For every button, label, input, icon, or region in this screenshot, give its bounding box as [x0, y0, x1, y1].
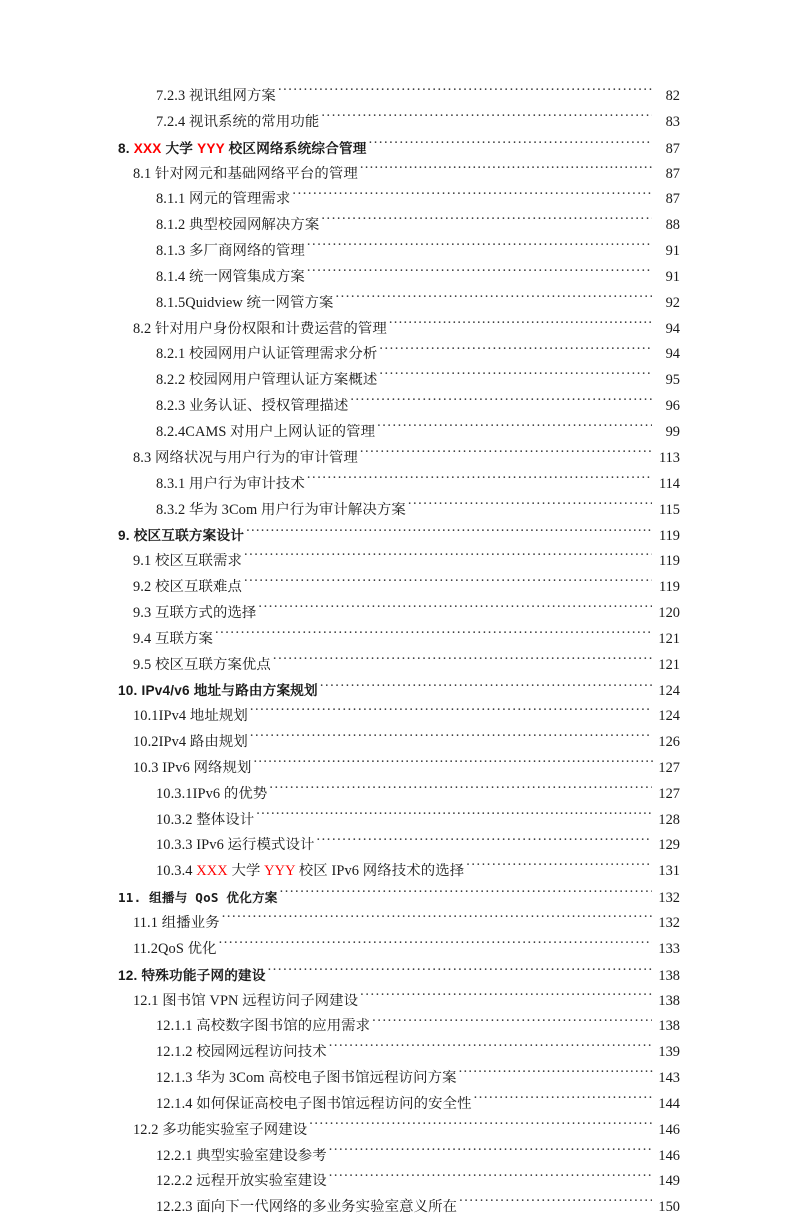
toc-dot-leader	[459, 1066, 653, 1082]
toc-page-number: 91	[665, 243, 680, 260]
toc-entry-label: 10.3 IPv6 网络规划	[133, 759, 252, 776]
toc-entry[interactable]	[110, 653, 680, 679]
toc-page-number: 150	[658, 1199, 680, 1216]
toc-dot-leader	[250, 704, 652, 720]
toc-page-number: 132	[658, 890, 680, 907]
toc-entry-label: 12.1 图书馆 VPN 远程访问子网建设	[133, 992, 359, 1009]
toc-dot-leader	[246, 524, 653, 540]
toc-page-number: 138	[658, 992, 680, 1009]
toc-entry-label: 8.2.1 校园网用户认证管理需求分析	[156, 346, 378, 363]
toc-entry-label: 11.1 组播业务	[133, 915, 220, 931]
toc-dot-leader	[222, 911, 652, 927]
toc-page-number: 87	[665, 191, 680, 208]
toc-entry-label: 10.3.2 整体设计	[156, 811, 255, 828]
toc-entry[interactable]	[110, 239, 680, 265]
toc-entry-label: 8.1.2 典型校园网解决方案	[156, 217, 320, 234]
toc-page-number: 149	[658, 1173, 680, 1190]
toc-dot-leader	[278, 84, 652, 100]
toc-dot-leader	[307, 472, 652, 488]
toc-entry-label: 11. 组播与 QoS 优化方案	[118, 890, 278, 906]
toc-page-number: 88	[665, 217, 680, 234]
toc-dot-leader	[329, 1169, 652, 1185]
toc-entry-label: 10.2IPv4 路由规划	[133, 734, 248, 751]
toc-dot-leader	[244, 549, 652, 565]
toc-dot-leader	[329, 1040, 652, 1056]
toc-entry-label: 12.1.2 校园网远程访问技术	[156, 1044, 327, 1061]
toc-dot-leader	[360, 989, 652, 1005]
toc-page-number: 115	[658, 501, 680, 518]
toc-page-number: 96	[665, 398, 680, 415]
placeholder-token: YYY	[197, 140, 225, 156]
toc-dot-leader	[335, 291, 652, 307]
toc-page-number: 132	[658, 915, 680, 931]
toc-entry-label: 12.1.4 如何保证高校电子图书馆远程访问的安全性	[156, 1095, 472, 1112]
toc-entry-label: 11.2QoS 优化	[133, 940, 217, 957]
toc-page-number: 82	[665, 88, 680, 104]
toc-entry[interactable]	[110, 833, 680, 859]
toc-page-number: 124	[658, 683, 680, 700]
toc-entry-label: 9.5 校区互联方案优点	[133, 656, 271, 673]
toc-dot-leader	[219, 937, 652, 953]
toc-entry[interactable]	[110, 187, 680, 213]
toc-entry-label: 8.2.4CAMS 对用户上网认证的管理	[156, 423, 376, 440]
toc-page-number: 129	[658, 837, 680, 854]
toc-page-number: 95	[665, 372, 680, 389]
toc-page-number: 139	[658, 1044, 680, 1061]
toc-entry-label: 8.1.1 网元的管理需求	[156, 191, 291, 208]
toc-page-number: 127	[658, 785, 680, 802]
toc-page-number: 94	[665, 320, 680, 337]
toc-page-number: 133	[658, 940, 680, 957]
toc-page-number: 94	[665, 346, 680, 363]
toc-dot-leader	[329, 1144, 652, 1160]
toc-entry[interactable]	[110, 1014, 680, 1040]
toc-entry[interactable]	[110, 1040, 680, 1066]
toc-page-number: 143	[658, 1070, 680, 1087]
toc-entry-label: 10.3.1IPv6 的优势	[156, 785, 268, 802]
toc-entry[interactable]	[110, 446, 680, 472]
toc-entry[interactable]	[110, 162, 680, 188]
toc-dot-leader	[215, 627, 652, 643]
toc-entry[interactable]	[110, 911, 680, 937]
toc-entry[interactable]	[110, 782, 680, 808]
placeholder-token: YYY	[264, 863, 296, 880]
toc-dot-leader	[474, 1092, 652, 1108]
toc-entry-label: 12.2.2 远程开放实验室建设	[156, 1173, 327, 1190]
toc-entry[interactable]	[110, 472, 680, 498]
toc-entry[interactable]	[110, 1195, 680, 1221]
toc-entry-label: 8.2.2 校园网用户管理认证方案概述	[156, 372, 378, 389]
toc-dot-leader	[369, 137, 652, 153]
toc-page-number: 87	[665, 165, 680, 182]
toc-page-number: 127	[658, 759, 680, 776]
toc-page-number: 138	[658, 967, 680, 984]
toc-entry[interactable]	[110, 549, 680, 575]
toc-entry[interactable]	[110, 601, 680, 627]
toc-dot-leader	[379, 342, 652, 358]
toc-entry[interactable]	[110, 963, 680, 989]
toc-entry[interactable]	[110, 523, 680, 549]
toc-dot-leader	[273, 653, 652, 669]
toc-entry[interactable]	[110, 730, 680, 756]
toc-page-number: 83	[665, 113, 680, 130]
toc-entry[interactable]	[110, 678, 680, 704]
toc-dot-leader	[280, 886, 652, 902]
toc-entry-label: 9.1 校区互联需求	[133, 553, 242, 570]
toc-entry[interactable]	[110, 575, 680, 601]
toc-dot-leader	[321, 110, 652, 126]
toc-entry[interactable]	[110, 756, 680, 782]
toc-page-number: 144	[658, 1095, 680, 1112]
toc-entry-label: 8.1.5Quidview 统一网管方案	[156, 294, 334, 311]
toc-page-number: 120	[658, 604, 680, 621]
toc-entry-label: 12. 特殊功能子网的建设	[118, 967, 266, 983]
toc-entry-label: 12.2.1 典型实验室建设参考	[156, 1147, 327, 1164]
toc-dot-leader	[379, 368, 652, 384]
toc-page-number: 126	[658, 734, 680, 751]
toc-page-number: 121	[658, 630, 680, 647]
toc-entry[interactable]	[110, 627, 680, 653]
toc-entry[interactable]	[110, 84, 680, 110]
toc-entry[interactable]	[110, 859, 680, 885]
toc-entry[interactable]	[110, 213, 680, 239]
toc-dot-leader	[372, 1014, 652, 1030]
toc-dot-leader	[459, 1195, 652, 1211]
toc-entry[interactable]	[110, 265, 680, 291]
toc-entry-label: 8.3 网络状况与用户行为的审计管理	[133, 449, 358, 466]
toc-dot-leader	[350, 394, 652, 410]
toc-dot-leader	[292, 187, 652, 203]
toc-dot-leader	[466, 859, 652, 875]
toc-dot-leader	[307, 265, 652, 281]
toc-page-number: 113	[658, 449, 680, 466]
toc-dot-leader	[317, 833, 652, 849]
toc-entry-label: 12.1.3 华为 3Com 高校电子图书馆远程访问方案	[156, 1070, 457, 1087]
toc-entry-label: 9. 校区互联方案设计	[118, 528, 245, 544]
toc-dot-leader	[309, 1118, 652, 1134]
toc-page-number: 87	[665, 140, 680, 157]
toc-entry[interactable]	[110, 498, 680, 524]
toc-entry-label: 10.3.3 IPv6 运行模式设计	[156, 837, 315, 854]
toc-entry-label: 10.3.4 XXX 大学 YYY 校区 IPv6 网络技术的选择	[156, 863, 465, 880]
toc-page-number: 119	[658, 528, 680, 545]
toc-dot-leader	[268, 964, 652, 980]
toc-page-number: 92	[665, 294, 680, 311]
toc-entry-label: 9.4 互联方案	[133, 630, 213, 647]
toc-entry[interactable]	[110, 368, 680, 394]
toc-dot-leader	[256, 808, 653, 824]
toc-entry-label: 8.1.3 多厂商网络的管理	[156, 243, 305, 260]
toc-entry-label: 8.3.1 用户行为审计技术	[156, 475, 305, 492]
toc-dot-leader	[244, 575, 652, 591]
toc-entry[interactable]	[110, 1092, 680, 1118]
toc-entry[interactable]	[110, 808, 680, 834]
toc-entry[interactable]	[110, 136, 680, 162]
toc-entry-label: 8.1.4 统一网管集成方案	[156, 268, 305, 285]
toc-page-number: 131	[658, 863, 680, 880]
toc-entry[interactable]	[110, 1144, 680, 1170]
toc-page-number: 91	[665, 268, 680, 285]
toc-dot-leader	[250, 730, 652, 746]
toc-page-number: 124	[658, 708, 680, 725]
toc-entry[interactable]	[110, 937, 680, 963]
toc-entry[interactable]	[110, 989, 680, 1015]
toc-entry-label: 8. XXX 大学 YYY 校区网络系统综合管理	[118, 140, 367, 156]
toc-page-number: 138	[658, 1018, 680, 1035]
toc-entry[interactable]	[110, 317, 680, 343]
toc-entry-label: 7.2.4 视讯系统的常用功能	[156, 113, 320, 130]
toc-entry[interactable]	[110, 291, 680, 317]
toc-page-number: 121	[658, 656, 680, 673]
toc-dot-leader	[321, 213, 652, 229]
toc-entry[interactable]	[110, 394, 680, 420]
toc-dot-leader	[360, 162, 653, 178]
toc-entry-label: 9.3 互联方式的选择	[133, 604, 257, 621]
toc-entry-label: 12.2.3 面向下一代网络的多业务实验室意义所在	[156, 1199, 458, 1216]
toc-page-number: 146	[658, 1121, 680, 1138]
toc-entry-label: 12.2 多功能实验室子网建设	[133, 1121, 308, 1138]
toc-entry-label: 9.2 校区互联难点	[133, 579, 242, 596]
toc-entry[interactable]	[110, 420, 680, 446]
toc-entry[interactable]	[110, 1169, 680, 1195]
toc-entry-label: 7.2.3 视讯组网方案	[156, 88, 276, 104]
toc-page-number: 119	[658, 579, 680, 596]
toc-entry-label: 12.1.1 高校数字图书馆的应用需求	[156, 1018, 371, 1035]
toc-dot-leader	[269, 782, 652, 798]
toc-entry[interactable]	[110, 704, 680, 730]
toc-page-number: 119	[658, 553, 680, 570]
toc-dot-leader	[360, 446, 652, 462]
placeholder-token: XXX	[133, 140, 162, 156]
toc-entry-label: 8.2 针对用户身份权限和计费运营的管理	[133, 320, 387, 337]
toc-dot-leader	[258, 601, 652, 617]
toc-dot-leader	[307, 239, 652, 255]
toc-dot-leader	[377, 420, 652, 436]
toc-entry[interactable]	[110, 110, 680, 136]
toc-dot-leader	[408, 498, 652, 514]
toc-entry[interactable]	[110, 885, 680, 911]
toc-entry[interactable]	[110, 342, 680, 368]
toc-entry-label: 8.2.3 业务认证、授权管理描述	[156, 398, 349, 415]
toc-entry-label: 8.3.2 华为 3Com 用户行为审计解决方案	[156, 501, 406, 518]
toc-entry-label: 10.1IPv4 地址规划	[133, 708, 248, 725]
toc-page-number: 114	[658, 475, 680, 492]
toc-entry[interactable]	[110, 1066, 680, 1092]
toc-dot-leader	[389, 317, 653, 333]
toc-dot-leader	[320, 679, 652, 695]
toc-entry-label: 10. IPv4/v6 地址与路由方案规划	[118, 683, 318, 699]
placeholder-token: XXX	[196, 863, 228, 880]
toc-entry-label: 8.1 针对网元和基础网络平台的管理	[133, 165, 358, 182]
toc-page-number: 146	[658, 1147, 680, 1164]
toc-dot-leader	[254, 756, 653, 772]
toc-entry-list	[110, 84, 680, 1221]
toc-page-number: 128	[658, 811, 680, 828]
toc-page-number: 99	[665, 423, 680, 440]
